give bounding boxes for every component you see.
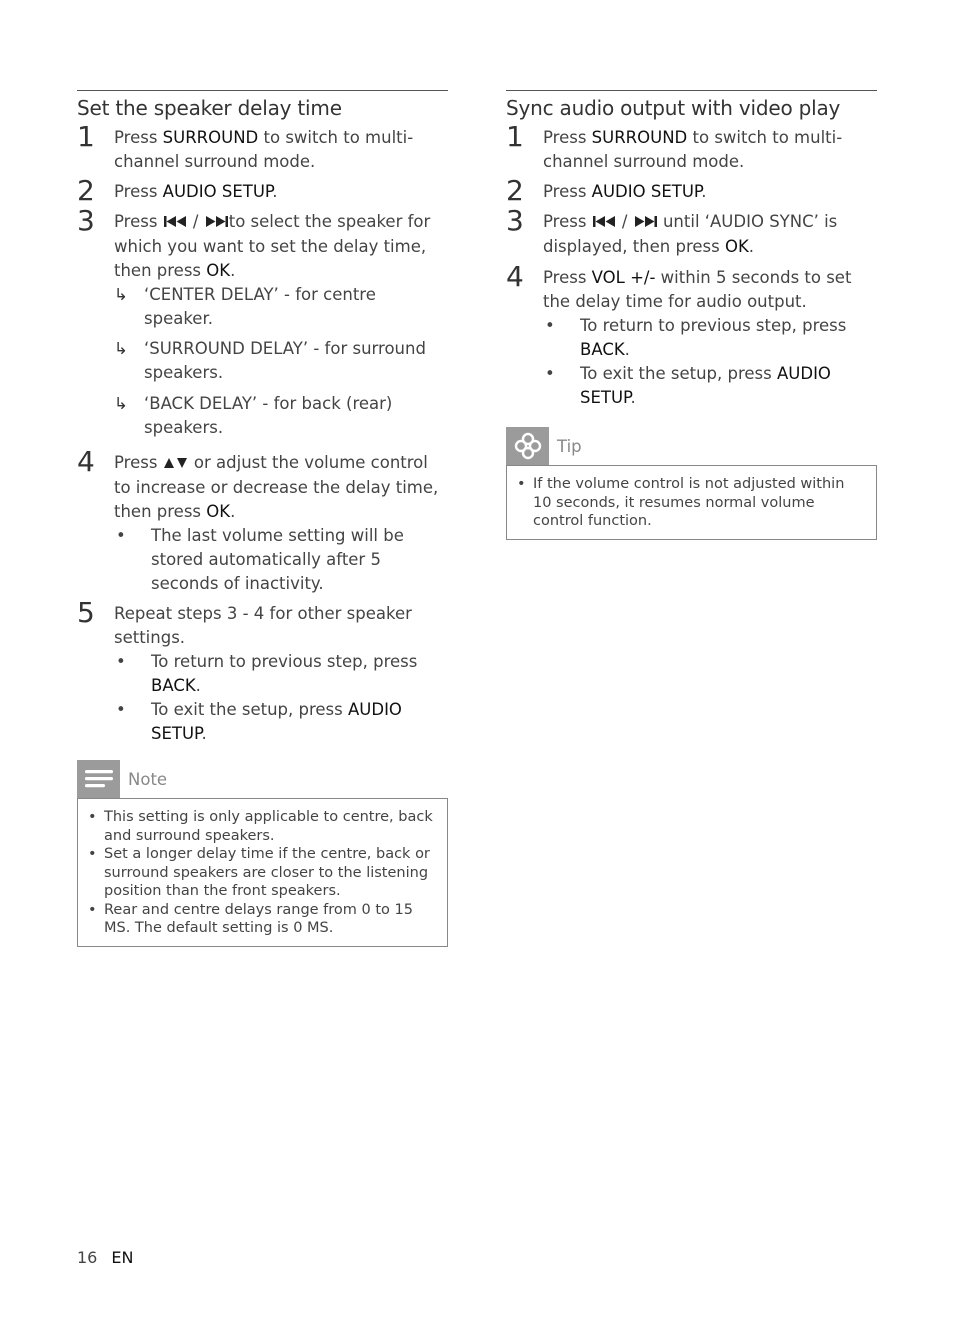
left-column xyxy=(77,90,448,947)
tip-header xyxy=(506,427,877,465)
step-4: 4 Press VOL +/- within 5 seconds to set the delay time for audio output. xyxy=(506,260,852,311)
section-title: Sync audio output with video play xyxy=(506,96,841,120)
step-2: 2 Press AUDIO SETUP. xyxy=(77,174,278,207)
bullet: • xyxy=(545,316,555,335)
step-1: 1 Press SURROUND to switch to multi-channel surround mode. xyxy=(77,120,414,171)
previous-track-icon xyxy=(163,211,188,235)
next-track-icon xyxy=(633,211,658,235)
list-item: • To exit the setup, press AUDIO SETUP. xyxy=(545,364,831,407)
note-item: • This setting is only applicable to centre, back and surround speakers. xyxy=(88,809,433,844)
step-number: 4 xyxy=(506,260,524,293)
list-item: • To return to previous step, press BACK. xyxy=(545,316,847,359)
note-lines-icon xyxy=(77,760,120,798)
list-item: • To return to previous step, press BACK. xyxy=(116,652,418,695)
result-item: ↳ ‘CENTER DELAY’ - for centre speaker. xyxy=(114,285,376,328)
section-rule xyxy=(77,90,448,91)
result-item: ↳ ‘BACK DELAY’ - for back (rear) speakers. xyxy=(114,394,393,437)
result-arrow-icon: ↳ xyxy=(114,339,128,358)
result-arrow-icon: ↳ xyxy=(114,394,128,413)
result-arrow-icon: ↳ xyxy=(114,285,128,304)
result-item: ↳ ‘SURROUND DELAY’ - for surround speakers. xyxy=(114,339,426,382)
step-number: 3 xyxy=(77,204,95,237)
tip-star-icon xyxy=(506,427,549,465)
step-number: 2 xyxy=(77,174,95,207)
bullet: • xyxy=(116,526,126,545)
note-item: • Set a longer delay time if the centre, back or surround speakers are closer to the listening position than the front speakers. xyxy=(88,846,430,899)
up-down-arrows-icon xyxy=(163,452,189,476)
bullet: • xyxy=(116,700,126,719)
step-4: 4 Press or adjust the volume control to increase or decrease the delay time, then press OK. xyxy=(77,445,439,521)
note-item: • Rear and centre delays range from 0 to 15 MS. The default setting is 0 MS. xyxy=(88,901,413,936)
step-3: 3 Press / to select the speaker for which you want to set the delay time, then press OK. xyxy=(77,204,431,280)
bullet: • xyxy=(116,652,126,671)
step-number: 5 xyxy=(77,596,95,629)
step-5: 5 Repeat steps 3 - 4 for other speaker settings. xyxy=(77,596,412,647)
step-1: 1 Press SURROUND to switch to multi-channel surround mode. xyxy=(506,120,843,171)
step-number: 3 xyxy=(506,204,524,237)
step-number: 4 xyxy=(77,445,95,478)
step-number: 1 xyxy=(77,120,95,153)
note-body xyxy=(77,798,448,947)
note-title: Note xyxy=(128,769,168,789)
section-rule xyxy=(506,90,877,91)
tip-body xyxy=(506,465,877,540)
next-track-icon xyxy=(204,211,229,235)
section-title: Set the speaker delay time xyxy=(77,96,342,120)
step-2: 2 Press AUDIO SETUP. xyxy=(506,174,707,207)
previous-track-icon xyxy=(592,211,617,235)
step-number: 2 xyxy=(506,174,524,207)
step-number: 1 xyxy=(506,120,524,153)
step-3: 3 Press / until ‘AUDIO SYNC’ is displayed, then press OK. xyxy=(506,204,838,256)
note-box xyxy=(77,760,448,947)
list-item: • To exit the setup, press AUDIO SETUP. xyxy=(116,700,402,743)
note-header xyxy=(77,760,448,798)
list-item: • The last volume setting will be stored automatically after 5 seconds of inactivity. xyxy=(116,526,404,593)
tip-box xyxy=(506,427,877,540)
right-column xyxy=(506,90,877,540)
page-footer xyxy=(77,1248,133,1267)
tip-title: Tip xyxy=(557,436,582,456)
bullet: • xyxy=(545,364,555,383)
language-code: EN xyxy=(111,1248,134,1267)
tip-item: • If the volume control is not adjusted within 10 seconds, it resumes normal volume control function. xyxy=(517,476,845,529)
page-number: 16 xyxy=(77,1248,98,1267)
step-3-results xyxy=(114,283,448,440)
